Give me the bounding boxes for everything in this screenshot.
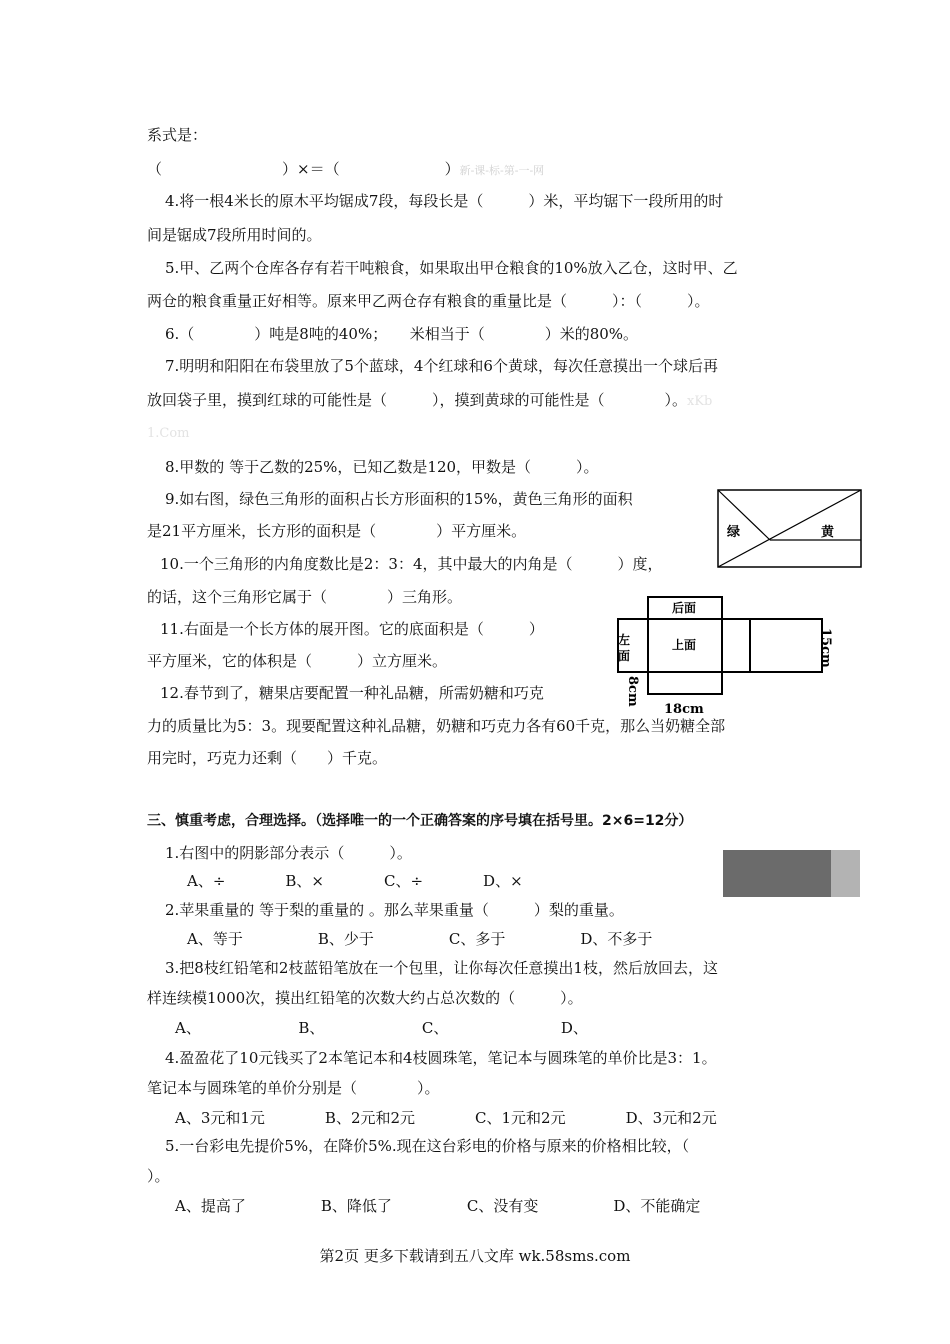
watermark: 1.Com [147,426,190,441]
shaded-part [723,850,831,897]
choice-2-options: A、等于 B、少于 C、多于 D、不多于 [187,930,653,948]
q10-line-2: 的话，这个三角形它属于（ ）三角形。 [147,588,463,606]
q10-line-1: 10.一个三角形的内角度数比是2：3：4，其中最大的内角是（ ）度， [160,555,663,573]
label-back: 后面 [672,601,697,615]
label-left: 面 [618,649,631,663]
q5-line-2: 两仓的粮食重量正好相等。原来甲乙两仓存有粮食的重量比是（ ）：（ ）。 [147,292,710,310]
net-bottom-face [750,619,822,672]
rectangle-triangles-figure [715,488,865,570]
q8-line: 8.甲数的 等于乙数的25%，已知乙数是120，甲数是（ ）。 [165,458,599,476]
cuboid-net-figure [612,594,840,720]
formula-text: （ ）×＝（ ） [147,160,460,178]
section-3-heading: 三、慎重考虑，合理选择。（选择唯一的一个正确答案的序号填在括号里。2×6=12分） [147,813,693,829]
line-formula [147,159,544,181]
choice-2-stem: 2.苹果重量的 等于梨的重量的 。那么苹果重量（ ）梨的重量。 [165,901,624,919]
shaded-bar-figure [723,850,860,897]
page-footer: 第2页 更多下载请到五八文库 wk.58sms.com [319,1247,631,1265]
q6-line: 6.（ ）吨是8吨的40%； 米相当于（ ）米的80%。 [165,325,639,343]
label-yellow: 黄 [821,525,835,540]
choice-1-options: A、÷ B、× C、÷ D、× [187,872,523,890]
q4-line-1: 4.将一根4米长的原木平均锯成7段，每段长是（ ）米，平均锯下一段所用的时 [165,192,724,210]
dim-length-label: 18cm [664,702,704,717]
choice-5-options: A、提高了 B、降低了 C、没有变 D、不能确定 [175,1197,701,1215]
label-left: 左 [618,633,631,647]
q4-line-2: 间是锯成7段所用时间的。 [147,226,322,244]
q11-line-2: 平方厘米，它的体积是（ ）立方厘米。 [147,652,448,670]
watermark: xKb [687,394,713,409]
q12-line-1: 12.春节到了，糖果店要配置一种礼品糖，所需奶糖和巧克 [160,684,544,702]
unshaded-part [831,850,860,897]
watermark: 新-课-标-第-一-网 [459,164,545,177]
q7-line-1: 7.明明和阳阳在布袋里放了5个蓝球，4个红球和6个黄球，每次任意摸出一个球后再 [165,357,718,375]
choice-5-stem-1: 5.一台彩电先提价5%，在降价5%.现在这台彩电的价格与原来的价格相比较，（ [165,1137,690,1155]
choice-5-stem-2: ）。 [147,1167,170,1185]
label-green: 绿 [727,525,741,540]
choice-3-stem-1: 3.把8枝红铅笔和2枝蓝铅笔放在一个包里，让你每次任意摸出1枝，然后放回去，这 [165,959,718,977]
choice-4-options: A、3元和1元 B、2元和2元 C、1元和2元 D、3元和2元 [175,1109,717,1127]
choice-3-stem-2: 样连续模1000次，摸出红铅笔的次数大约占总次数的（ ）。 [147,989,583,1007]
line-formula-label: 系式是： [147,126,208,144]
dim-width-label: 8cm [625,676,640,707]
net-right-face [722,619,750,672]
choice-1-stem: 1.右图中的阴影部分表示（ ）。 [165,844,412,862]
dim-height-label: 15cm [818,628,833,668]
q12-line-3: 用完时，巧克力还剩（ ）千克。 [147,749,388,767]
q7-line-2 [147,390,712,412]
q9-line-1: 9.如右图，绿色三角形的面积占长方形面积的15%，黄色三角形的面积 [165,490,633,508]
choice-4-stem-1: 4.盈盈花了10元钱买了2本笔记本和4枝圆珠笔，笔记本与圆珠笔的单价比是3：1。 [165,1049,717,1067]
label-top: 上面 [672,638,697,652]
q5-line-1: 5.甲、乙两个仓库各存有若干吨粮食，如果取出甲仓粮食的10%放入乙仓，这时甲、乙 [165,259,738,277]
q11-line-1: 11.右面是一个长方体的展开图。它的底面积是（ ） [160,620,544,638]
q9-line-2: 是21平方厘米，长方形的面积是（ ）平方厘米。 [147,522,527,540]
q7-line-2-text: 放回袋子里，摸到红球的可能性是（ ），摸到黄球的可能性是（ ）。 [147,391,688,409]
q12-line-2: 力的质量比为5：3。现要配置这种礼品糖，奶糖和巧克力各有60千克，那么当奶糖全部 [147,717,726,735]
net-front-face [648,672,722,694]
choice-4-stem-2: 笔记本与圆珠笔的单价分别是（ ）。 [147,1079,440,1097]
choice-3-options: A、 B、 C、 D、 [175,1019,588,1037]
